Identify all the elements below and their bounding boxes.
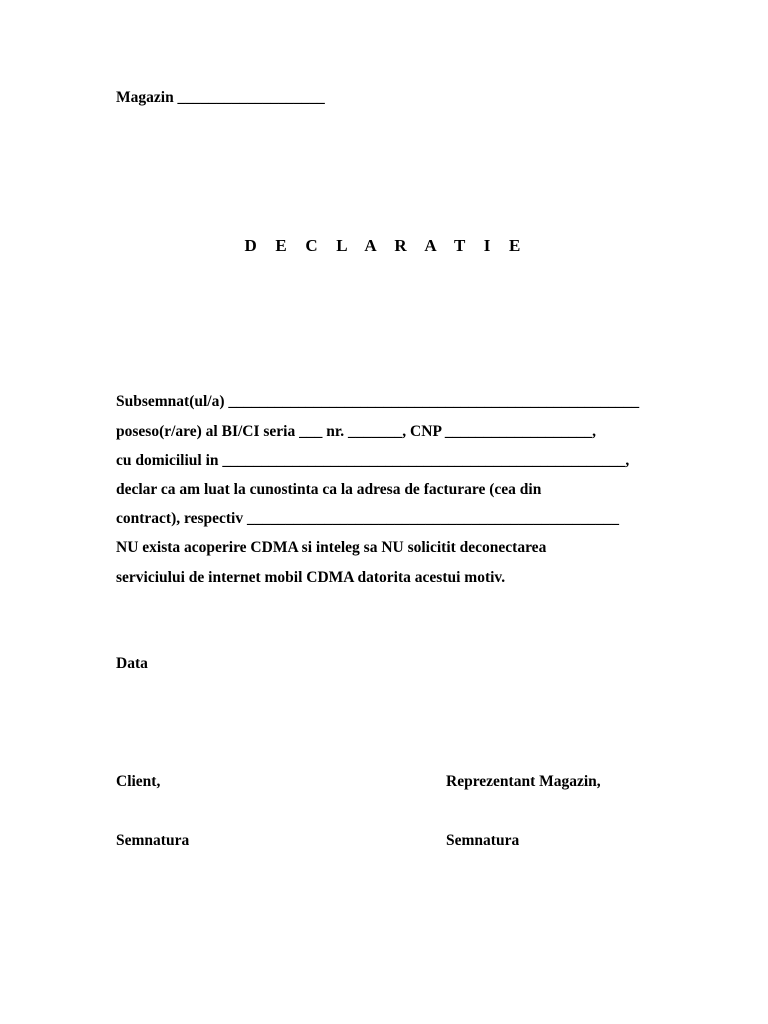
body-line-address: cu domiciliul in ____________________________________________________,: [116, 452, 630, 469]
body-line-service: serviciului de internet mobil CDMA datorita acestui motiv.: [116, 569, 506, 586]
representative-label: Reprezentant Magazin,: [446, 773, 601, 790]
store-field-line: Magazin ___________________: [116, 89, 325, 106]
body-line-id-card: poseso(r/are) al BI/CI seria ___ nr. _______, CNP ___________________,: [116, 423, 597, 440]
document-title: D E C L A R A T I E: [244, 236, 528, 255]
body-line-coverage: NU exista acoperire CDMA si inteleg sa NU solicitit deconectarea: [116, 539, 547, 556]
body-line-name: Subsemnat(ul/a) _____________________________________________________: [116, 393, 640, 410]
client-signature-label: Semnatura: [116, 832, 190, 849]
body-line-declaration: declar ca am luat la cunostinta ca la adresa de facturare (cea din: [116, 481, 542, 498]
client-label: Client,: [116, 773, 161, 790]
body-line-contract-address: contract), respectiv ________________________________________________: [116, 510, 619, 527]
date-label: Data: [116, 655, 148, 672]
representative-signature-label: Semnatura: [446, 832, 520, 849]
